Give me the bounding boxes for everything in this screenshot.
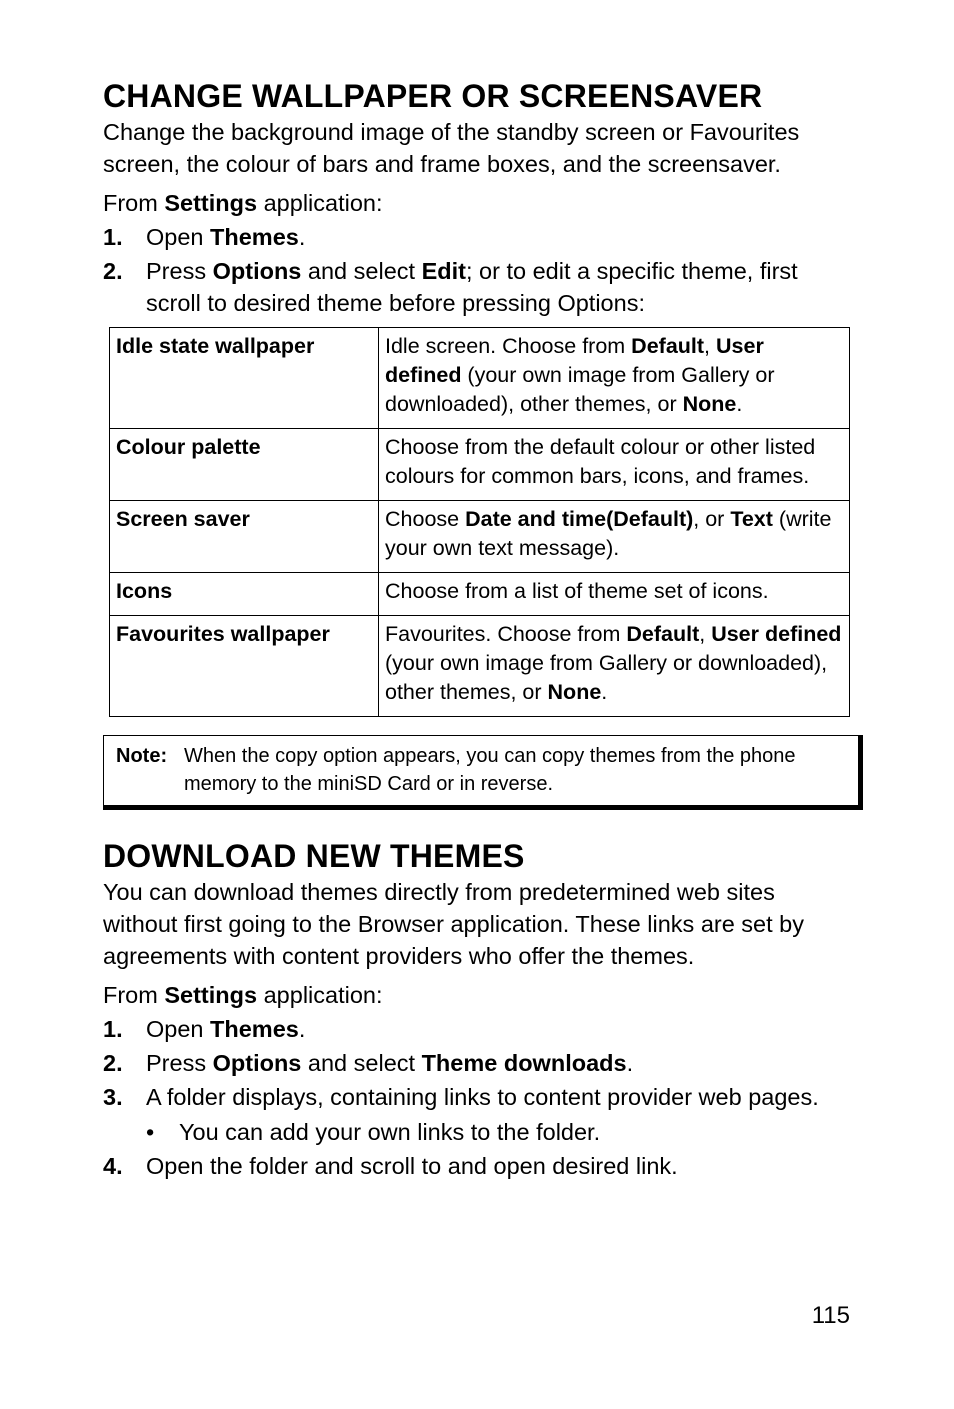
step-item: 1. Open Themes.: [103, 1016, 306, 1042]
option-description: Idle screen. Choose from Default, User defined (your own image from Gallery or downloaded), other themes, or None.: [379, 328, 850, 429]
section-intro: You can download themes directly from predetermined web sites without first going to the Browser application. These links are set by agreements with content providers who offer the themes.: [103, 879, 805, 969]
option-description: Choose Date and time(Default), or Text (write your own text message).: [379, 501, 850, 573]
table-row: [110, 501, 850, 573]
manual-page: [103, 76, 853, 1184]
option-description: Choose from a list of theme set of icons.: [379, 573, 850, 616]
table-row: [110, 328, 850, 429]
note-text: When the copy option appears, you can copy themes from the phone memory to the miniSD Card or in reverse.: [184, 745, 796, 795]
from-settings-line: From Settings application:: [103, 982, 383, 1008]
table-row: [110, 429, 850, 501]
list-item: • You can add your own links to the folder.: [146, 1116, 853, 1148]
section-intro: Change the background image of the standby screen or Favourites screen, the colour of bars and frame boxes, and the screensaver.: [103, 119, 800, 177]
bullet-icon: •: [146, 1119, 155, 1145]
steps-list: [103, 1013, 853, 1182]
section-heading-change-wallpaper: CHANGE WALLPAPER OR SCREENSAVER: [103, 78, 763, 114]
from-settings-line: From Settings application:: [103, 190, 383, 216]
option-description: Choose from the default colour or other listed colours for common bars, icons, and frames.: [379, 429, 850, 501]
option-name: Icons: [110, 573, 379, 616]
option-name: Favourites wallpaper: [110, 616, 379, 717]
option-name: Screen saver: [110, 501, 379, 573]
note-box: [103, 735, 863, 810]
table-row: [110, 573, 850, 616]
option-name: Idle state wallpaper: [110, 328, 379, 429]
table-row: [110, 616, 850, 717]
theme-options-table: [109, 327, 850, 717]
step-item: 2. Press Options and select Edit; or to edit a specific theme, first scroll to desired theme before pressing Options:: [103, 258, 798, 316]
steps-list: [103, 221, 853, 319]
step-item: 4. Open the folder and scroll to and open desired link.: [103, 1153, 678, 1179]
page-number: 115: [811, 1302, 850, 1329]
option-name: Colour palette: [110, 429, 379, 501]
option-description: Favourites. Choose from Default, User defined (your own image from Gallery or downloaded), other themes, or None.: [379, 616, 850, 717]
sub-bullet-list: [146, 1116, 853, 1148]
section-heading-download-themes: DOWNLOAD NEW THEMES: [103, 838, 525, 874]
step-item: 1. Open Themes.: [103, 224, 306, 250]
note-label: Note:: [116, 745, 168, 767]
step-item: 3. A folder displays, containing links to content provider web pages. • You can add your own links to the folder.: [103, 1081, 853, 1148]
step-item: 2. Press Options and select Theme downloads.: [103, 1050, 634, 1076]
